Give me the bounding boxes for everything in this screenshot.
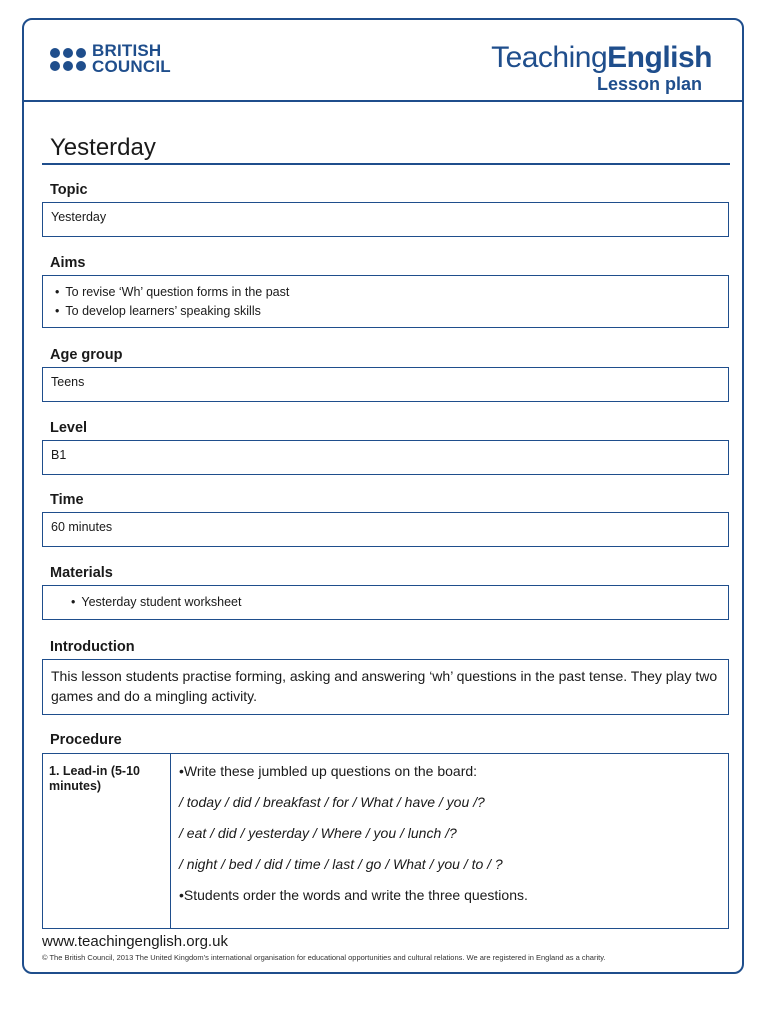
header-divider (22, 100, 744, 102)
level-label: Level (50, 420, 88, 436)
materials-label: Materials (50, 565, 113, 581)
topic-value: Yesterday (51, 210, 107, 224)
material-item: • Yesterday student worksheet (71, 593, 720, 612)
age-group-box (42, 367, 729, 402)
level-box (42, 440, 729, 475)
level-value: B1 (51, 448, 67, 462)
procedure-content (171, 754, 728, 928)
aims-list (55, 283, 720, 321)
jumbled-question: / eat / did / yesterday / Where / you / lunch /? (179, 825, 457, 841)
procedure-label: Procedure (50, 732, 122, 748)
british-council-dots-icon (50, 48, 86, 71)
introduction-text: This lesson students practise forming, asking and answering ‘wh’ questions in the past tense. They play two games and do a mingling activity. (51, 668, 718, 704)
page-title: Yesterday (50, 134, 156, 161)
lesson-plan-subtitle: Lesson plan (596, 74, 702, 94)
british-council-logo (50, 43, 171, 75)
procedure-table (42, 753, 729, 929)
footer-url[interactable]: www.teachingenglish.org.uk (42, 933, 228, 950)
aims-label: Aims (50, 255, 86, 271)
procedure-stage: 1. Lead-in (5-10 minutes) (43, 754, 171, 928)
aim-item: • To revise ‘Wh’ question forms in the past (55, 283, 720, 302)
materials-box (42, 585, 729, 620)
logo-line-2: COUNCIL (92, 57, 171, 76)
aim-item: • To develop learners’ speaking skills (55, 302, 720, 321)
time-label: Time (50, 492, 84, 508)
age-group-label: Age group (50, 347, 123, 363)
age-group-value: Teens (51, 375, 85, 389)
te-title-part1: Teaching (491, 41, 608, 74)
jumbled-question: / night / bed / did / time / last / go / What / you / to / ? (179, 856, 503, 872)
te-title-part2: English (607, 41, 712, 74)
procedure-instruction: • Students order the words and write the three questions. (179, 886, 720, 905)
time-box (42, 512, 729, 547)
time-value: 60 minutes (51, 520, 113, 534)
footer-copyright: © The British Council, 2013 The United Kingdom’s international organisation for educational opportunities and cultural relations. We are registered in England as a charity. (42, 953, 606, 962)
jumbled-question: / today / did / breakfast / for / What / have / you /? (179, 794, 485, 810)
teaching-english-logo (491, 42, 712, 94)
introduction-label: Introduction (50, 639, 135, 655)
topic-label: Topic (50, 182, 88, 198)
logo-line-1: BRITISH (92, 41, 162, 60)
title-divider (42, 163, 730, 165)
introduction-box (42, 659, 729, 715)
aims-box (42, 275, 729, 328)
materials-list (71, 593, 720, 612)
topic-box (42, 202, 729, 237)
procedure-instruction: • Write these jumbled up questions on the board: (179, 762, 720, 781)
